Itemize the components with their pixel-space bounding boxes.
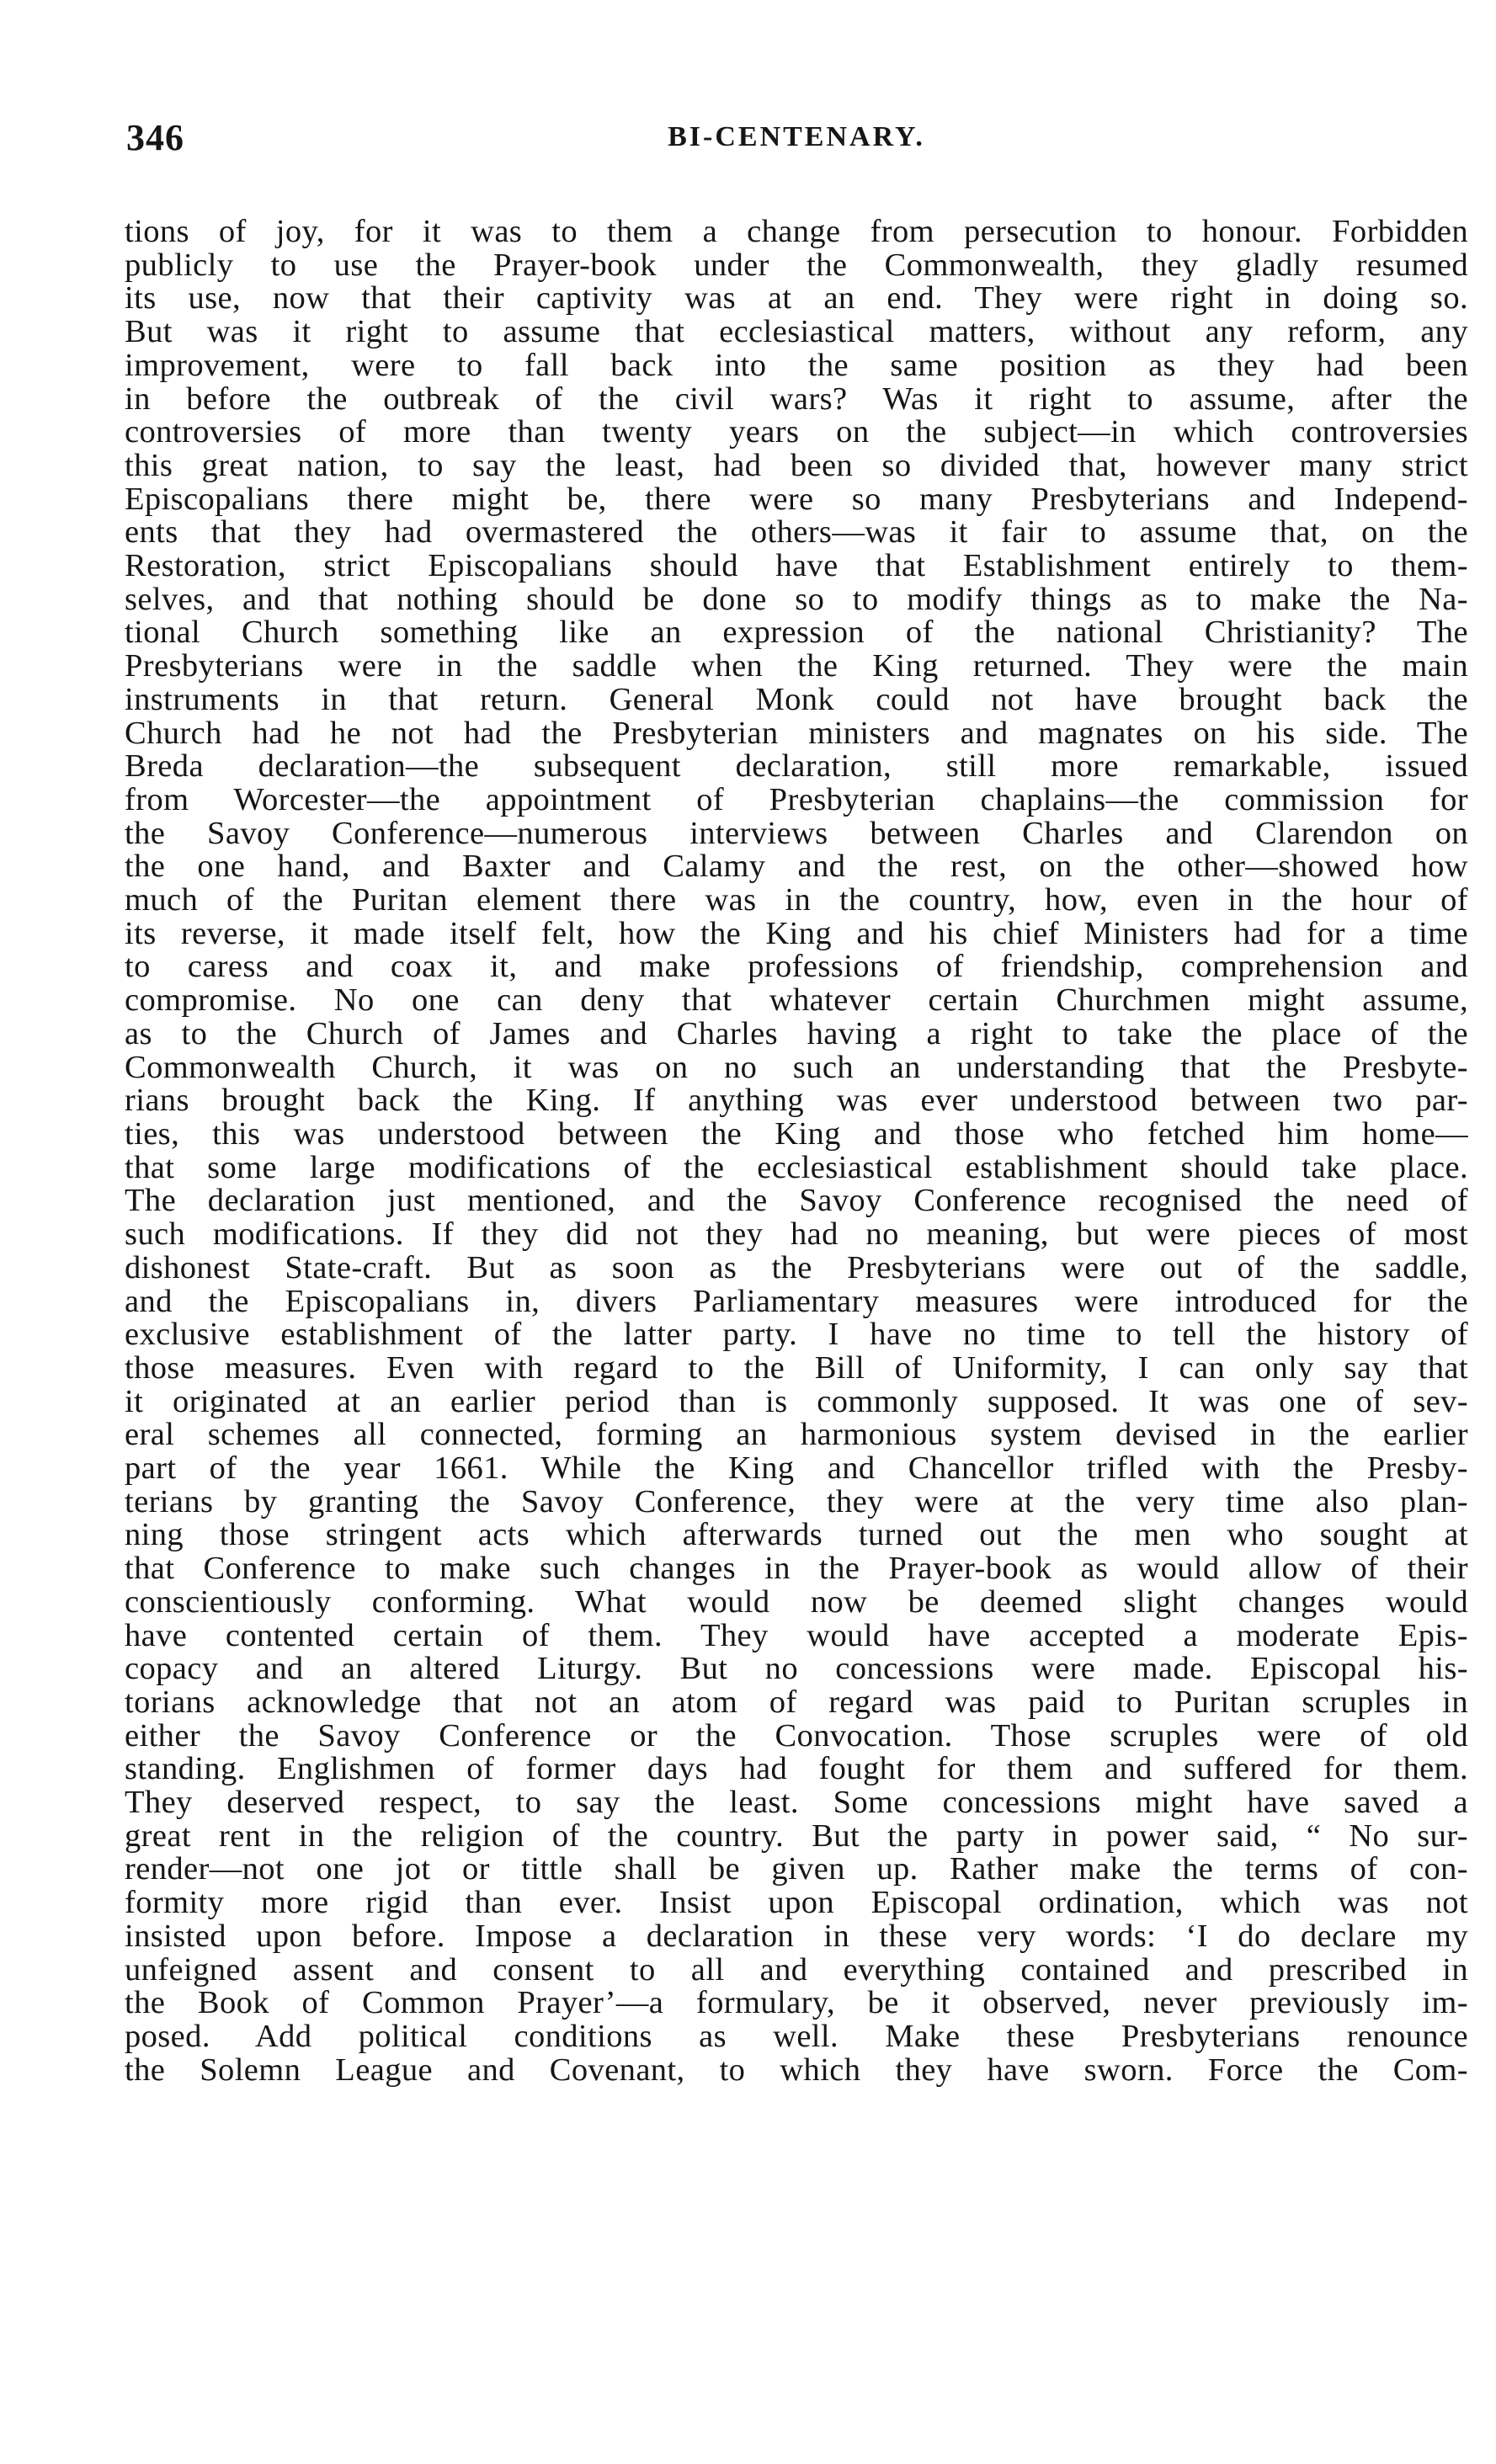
text-line: controversies of more than twenty years on the subject—in which controversies — [125, 414, 1468, 450]
text-line: either the Savoy Conference or the Convocation. Those scruples were of old — [125, 1717, 1468, 1754]
text-line: Restoration, strict Episcopalians should have that Establishment entirely to them- — [125, 548, 1468, 584]
body-text — [125, 216, 1468, 2087]
text-line: ning those stringent acts which afterwards turned out the men who sought at — [125, 1517, 1468, 1553]
text-line: compromise. No one can deny that whatever certain Churchmen might assume, — [125, 982, 1468, 1019]
running-head: BI-CENTENARY. — [668, 121, 925, 152]
text-line: ents that they had overmastered the others—was it fair to assume that, on the — [125, 514, 1468, 551]
text-line: those measures. Even with regard to the Bill of Uniformity, I can only say that — [125, 1349, 1468, 1386]
text-line: such modifications. If they did not they had no meaning, but were pieces of most — [125, 1216, 1468, 1253]
text-line: formity more rigid than ever. Insist upon Episcopal ordination, which was not — [125, 1885, 1468, 1921]
text-line: instruments in that return. General Monk could not have brought back the — [125, 681, 1468, 717]
text-line: as to the Church of James and Charles having a right to take the place of the — [125, 1015, 1468, 1051]
text-line: dishonest State-craft. But as soon as the Presbyterians were out of the saddle, — [125, 1249, 1468, 1285]
page-header — [126, 116, 1467, 167]
text-line: part of the year 1661. While the King and Chancellor trifled with the Presby- — [125, 1450, 1468, 1487]
text-line: in before the outbreak of the civil wars? Was it right to assume, after the — [125, 381, 1468, 417]
text-line: selves, and that nothing should be done so to modify things as to make the Na- — [125, 581, 1468, 617]
text-line: But was it right to assume that ecclesiastical matters, without any reform, any — [125, 314, 1468, 350]
text-line: Commonwealth Church, it was on no such an understanding that the Presbyte- — [125, 1049, 1468, 1085]
text-line: and the Episcopalians in, divers Parliamentary measures were introduced for the — [125, 1283, 1468, 1319]
text-line: this great nation, to say the least, had been so divided that, however many strict — [125, 447, 1468, 483]
text-line: Presbyterians were in the saddle when the King returned. They were the main — [125, 648, 1468, 684]
text-line: The declaration just mentioned, and the Savoy Conference recognised the need of — [125, 1183, 1468, 1219]
text-line: that Conference to make such changes in the Prayer-book as would allow of their — [125, 1551, 1468, 1587]
text-line: improvement, were to fall back into the same position as they had been — [125, 347, 1468, 383]
text-line: Episcopalians there might be, there were so many Presbyterians and Independ- — [125, 481, 1468, 517]
page-number: 346 — [126, 117, 184, 158]
text-line: the one hand, and Baxter and Calamy and the rest, on the other—showed how — [125, 849, 1468, 885]
text-line: have contented certain of them. They would have accepted a moderate Epis- — [125, 1617, 1468, 1653]
text-line: its use, now that their captivity was at an end. They were right in doing so. — [125, 280, 1468, 317]
text-line: rians brought back the King. If anything was ever understood between two par- — [125, 1083, 1468, 1119]
text-line: tional Church something like an expression of the national Christianity? The — [125, 615, 1468, 651]
text-line: torians acknowledge that not an atom of regard was paid to Puritan scruples in — [125, 1684, 1468, 1720]
text-line: the Book of Common Prayer’—a formulary, be it observed, never previously im- — [125, 1985, 1468, 2021]
text-line: insisted upon before. Impose a declaration in these very words: ‘I do declare my — [125, 1918, 1468, 1954]
text-line: eral schemes all connected, forming an harmonious system devised in the earlier — [125, 1417, 1468, 1453]
text-line: tions of joy, for it was to them a change from persecution to honour. Forbidden — [125, 214, 1468, 249]
text-line: Breda declaration—the subsequent declaration, still more remarkable, issued — [125, 748, 1468, 785]
text-line: the Savoy Conference—numerous interviews between Charles and Clarendon on — [125, 815, 1468, 851]
text-line: great rent in the religion of the country. But the party in power said, “ No sur- — [125, 1817, 1468, 1854]
text-line: its reverse, it made itself felt, how the King and his chief Ministers had for a time — [125, 915, 1468, 951]
text-line: standing. Englishmen of former days had fought for them and suffered for them. — [125, 1751, 1468, 1787]
text-line: conscientiously conforming. What would now be deemed slight changes would — [125, 1583, 1468, 1620]
text-line: it originated at an earlier period than is commonly supposed. It was one of sev- — [125, 1383, 1468, 1419]
text-line: publicly to use the Prayer-book under the Commonwealth, they gladly resumed — [125, 247, 1468, 283]
text-line: the Solemn League and Covenant, to which they have sworn. Force the Com- — [125, 2052, 1468, 2088]
text-line: ties, this was understood between the King and those who fetched him home— — [125, 1115, 1468, 1152]
text-line: Church had he not had the Presbyterian ministers and magnates on his side. The — [125, 715, 1468, 751]
text-line: unfeigned assent and consent to all and everything contained and prescribed in — [125, 1951, 1468, 1988]
text-line: to caress and coax it, and make professions of friendship, comprehension and — [125, 949, 1468, 985]
text-line: much of the Puritan element there was in the country, how, even in the hour of — [125, 882, 1468, 918]
text-line: posed. Add political conditions as well. Make these Presbyterians renounce — [125, 2018, 1468, 2054]
text-line: exclusive establishment of the latter party. I have no time to tell the history of — [125, 1317, 1468, 1353]
text-line: from Worcester—the appointment of Presbyterian chaplains—the commission for — [125, 781, 1468, 817]
text-line: that some large modifications of the ecclesiastical establishment should take place. — [125, 1149, 1468, 1185]
text-line: terians by granting the Savoy Conference, they were at the very time also plan- — [125, 1483, 1468, 1519]
text-line: They deserved respect, to say the least. Some concessions might have saved a — [125, 1785, 1468, 1821]
text-line: copacy and an altered Liturgy. But no concessions were made. Episcopal his- — [125, 1651, 1468, 1687]
text-line: render—not one jot or tittle shall be given up. Rather make the terms of con- — [125, 1851, 1468, 1887]
